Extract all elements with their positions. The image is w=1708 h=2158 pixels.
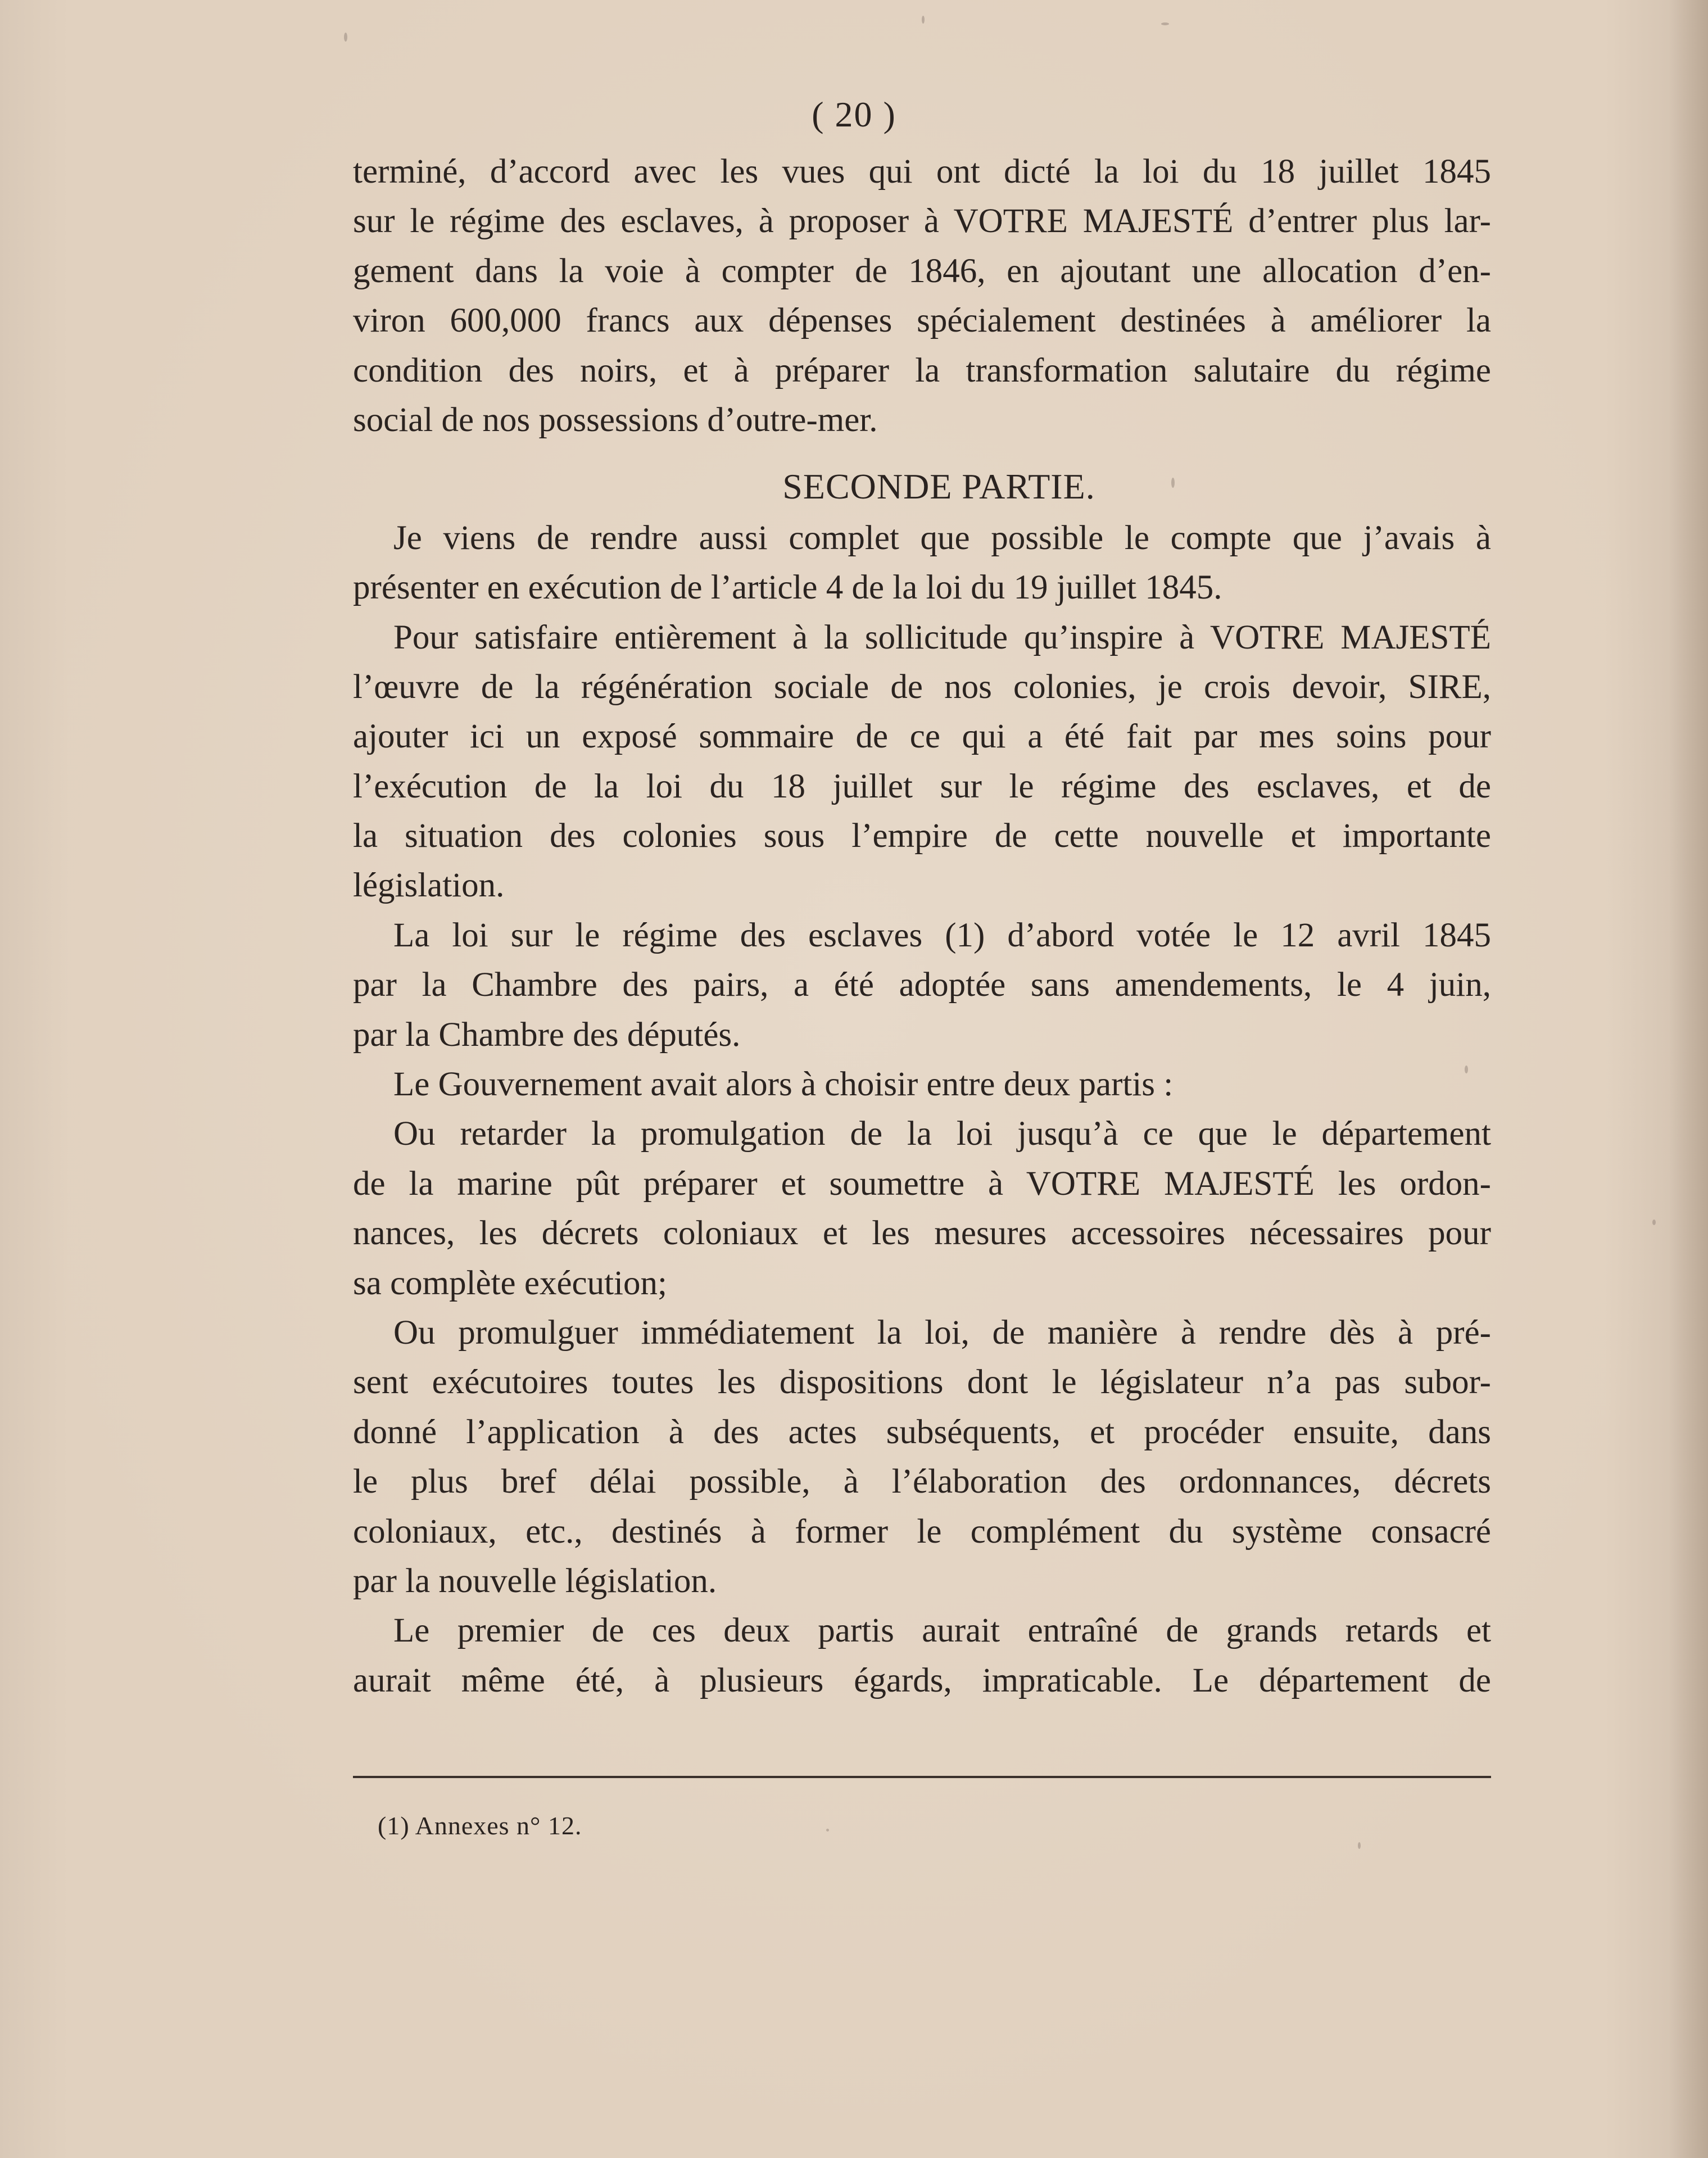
text-line: par la Chambre des députés.: [353, 1015, 741, 1054]
paper-speck: [826, 1829, 829, 1831]
text-line: Ou promulguer immédiatement la loi, de manière à rendre dès à pré-: [393, 1313, 1491, 1352]
text-line: Le premier de ces deux partis aurait entraîné de grands retards et: [393, 1612, 1491, 1650]
paper-speck: [1358, 1842, 1361, 1849]
text-line: Ou retarder la promulgation de la loi jusqu’à ce que le département: [393, 1115, 1491, 1153]
text-line: la situation des colonies sous l’empire de cette nouvelle et importante: [353, 817, 1491, 855]
text-line: coloniaux, etc., destinés à former le complément du système consacré: [353, 1512, 1491, 1551]
text-line: le plus bref délai possible, à l’élaboration des ordonnances, décrets: [353, 1463, 1491, 1501]
text-line: ajouter ici un exposé sommaire de ce qui a été fait par mes soins pour: [353, 718, 1491, 756]
text-line: sur le régime des esclaves, à proposer à VOTRE MAJESTÉ d’entrer plus lar-: [353, 202, 1491, 241]
second-part-text: [353, 514, 1491, 1706]
paper-speck: [1652, 1219, 1656, 1225]
paper-speck: [1171, 478, 1175, 488]
text-line: Pour satisfaire entièrement à la sollicitude qu’inspire à VOTRE MAJESTÉ: [393, 618, 1491, 656]
text-line: gement dans la voie à compter de 1846, en ajoutant une allocation d’en-: [353, 252, 1491, 290]
text-line: sent exécutoires toutes les dispositions dont le législateur n’a pas subor-: [353, 1363, 1491, 1402]
text-line: de la marine pût préparer et soumettre à VOTRE MAJESTÉ les ordon-: [353, 1164, 1491, 1203]
text-line: terminé, d’accord avec les vues qui ont dicté la loi du 18 juillet 1845: [353, 153, 1491, 191]
text-line: aurait même été, à plusieurs égards, impraticable. Le département de: [353, 1661, 1491, 1699]
text-line: nances, les décrets coloniaux et les mesures accessoires nécessaires pour: [353, 1214, 1491, 1253]
footnote-rule: [353, 1776, 1491, 1778]
body-text: [353, 147, 1491, 1706]
paper-speck: [1465, 1066, 1468, 1073]
text-line: viron 600,000 francs aux dépenses spécialement destinées à améliorer la: [353, 302, 1491, 340]
text-line: Je viens de rendre aussi complet que possible le compte que j’avais à: [393, 519, 1491, 557]
page-edge-shadow: [1669, 0, 1708, 2158]
text-line: sa complète exécution;: [353, 1264, 667, 1302]
section-heading: SECONDE PARTIE.: [782, 466, 1095, 507]
text-line: par la nouvelle législation.: [353, 1562, 717, 1600]
first-part-text: [353, 147, 1491, 445]
text-line: condition des noirs, et à préparer la transformation salutaire du régime: [353, 351, 1491, 389]
text-line: législation.: [353, 867, 505, 905]
text-line: Le Gouvernement avait alors à choisir entre deux partis :: [393, 1066, 1174, 1104]
text-line: donné l’application à des actes subséquents, et procéder ensuite, dans: [353, 1413, 1491, 1451]
footnote: (1) Annexes n° 12.: [378, 1811, 582, 1840]
text-line: l’exécution de la loi du 18 juillet sur le régime des esclaves, et de: [353, 767, 1491, 805]
paper-speck: [1161, 22, 1169, 25]
text-line: social de nos possessions d’outre-mer.: [353, 401, 878, 439]
paper-speck: [922, 16, 925, 24]
paper-speck: [344, 33, 347, 42]
text-line: La loi sur le régime des esclaves (1) d’abord votée le 12 avril 1845: [393, 916, 1491, 954]
text-line: présenter en exécution de l’article 4 de la loi du 19 juillet 1845.: [353, 569, 1222, 607]
page-number: ( 20 ): [812, 94, 896, 134]
text-line: l’œuvre de la régénération sociale de nos colonies, je crois devoir, SIRE,: [353, 668, 1491, 706]
text-line: par la Chambre des pairs, a été adoptée sans amendements, le 4 juin,: [353, 966, 1491, 1004]
